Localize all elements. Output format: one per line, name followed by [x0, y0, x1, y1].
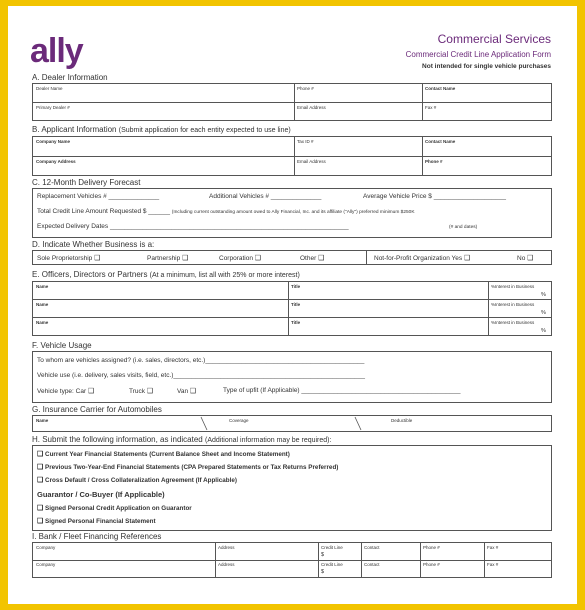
dealer-fax-field[interactable]: Fax # — [425, 105, 437, 110]
section-a-heading: A. Dealer Information — [32, 73, 108, 82]
col-divider — [318, 543, 319, 577]
insurance-box — [32, 415, 552, 432]
section-h-heading — [32, 436, 331, 444]
col-divider — [488, 282, 489, 335]
checkbox-icon[interactable]: ❑ — [146, 388, 154, 395]
insurance-coverage-field[interactable]: Coverage — [229, 418, 249, 423]
checkbox-icon[interactable]: ❑ — [182, 255, 189, 262]
col-divider — [422, 137, 423, 175]
row-divider — [33, 156, 551, 157]
row-divider — [33, 102, 551, 103]
applicant-contact-field[interactable]: Contact Name — [425, 139, 456, 144]
bank-2-fax[interactable]: Fax # — [487, 562, 499, 567]
officer-2-name[interactable]: Name — [36, 302, 49, 307]
sole-proprietorship-option[interactable] — [37, 255, 100, 263]
row-divider — [33, 560, 551, 561]
officer-1-name[interactable]: Name — [36, 284, 49, 289]
col-divider — [215, 543, 216, 577]
col-divider — [420, 543, 421, 577]
truck-label: Truck — [129, 388, 146, 395]
checkbox-icon[interactable]: ❑ — [318, 255, 325, 262]
nonprofit-no-option[interactable] — [517, 255, 533, 263]
bank-references-table — [32, 542, 552, 578]
vehicle-type-label: Vehicle type: Car — [37, 388, 87, 395]
vehicle-use-field[interactable]: Vehicle use (i.e. delivery, sales visits, field, etc.)_____________________________________________________ — [37, 372, 366, 379]
total-credit-field[interactable] — [37, 209, 415, 216]
dealer-email-field[interactable]: Email Address — [297, 105, 326, 110]
company-address-field[interactable]: Company Address — [36, 159, 76, 164]
guarantor-item-label: Signed Personal Credit Application on Guarantor — [45, 505, 192, 512]
checkbox-icon[interactable]: ❑ — [37, 518, 44, 525]
guarantor-item[interactable] — [37, 505, 192, 512]
checklist-item[interactable] — [37, 464, 338, 471]
partnership-option[interactable] — [147, 255, 188, 263]
total-credit-label: Total Credit Line Amount Requested $ ______ — [37, 208, 170, 215]
checklist-item[interactable] — [37, 451, 290, 458]
checklist-item-label: Previous Two-Year-End Financial Statements (CPA Prepared Statements or Tax Returns Preferred) — [45, 464, 339, 471]
insurance-deductible-field[interactable]: Deductible — [391, 418, 413, 423]
section-b-heading — [32, 126, 291, 134]
bank-2-credit-line[interactable]: Credit Line — [321, 562, 343, 567]
section-i-heading: I. Bank / Fleet Financing References — [32, 532, 162, 541]
col-divider — [422, 84, 423, 120]
sole-proprietorship-label: Sole Proprietorship — [37, 255, 93, 262]
section-e-title: E. Officers, Directors or Partners — [32, 270, 148, 279]
bank-1-dollar: $ — [321, 552, 325, 558]
nonprofit-yes-option[interactable] — [374, 255, 470, 263]
vehicle-type-van-option[interactable] — [177, 388, 196, 396]
upfit-field[interactable]: Type of upfit (If Applicable) ____________________________________________ — [223, 387, 461, 394]
nonprofit-label: Not-for-Profit Organization Yes — [374, 255, 463, 262]
expected-dates-field[interactable] — [37, 224, 349, 231]
bank-1-address[interactable]: Address — [218, 545, 235, 550]
officer-2-pct: % — [541, 310, 546, 316]
officer-2-interest[interactable]: %Interest in Business — [491, 302, 535, 307]
bank-2-address[interactable]: Address — [218, 562, 235, 567]
section-h-title: H. Submit the following information, as indicated — [32, 435, 203, 444]
total-credit-note: (Including current outstanding amount owed to Ally Financial, Inc. and its affiliate ("Ally") preferred minimum $250K — [171, 210, 415, 215]
officer-3-pct: % — [541, 328, 546, 334]
officer-1-title[interactable]: Title — [291, 284, 301, 289]
checkbox-icon[interactable]: ❑ — [37, 451, 44, 458]
dealer-info-table — [32, 83, 552, 121]
checkbox-icon[interactable]: ❑ — [87, 388, 95, 395]
checklist-item-label: Current Year Financial Statements (Current Balance Sheet and Income Statement) — [45, 451, 290, 458]
other-option[interactable] — [300, 255, 324, 263]
ally-logo: ally — [30, 32, 83, 70]
bank-2-contact[interactable]: Contact — [364, 562, 380, 567]
checkbox-icon[interactable]: ❑ — [463, 255, 471, 262]
other-label: Other — [300, 255, 317, 262]
section-g-heading: G. Insurance Carrier for Automobiles — [32, 405, 162, 414]
form-note: Not intended for single vehicle purchases — [422, 63, 551, 70]
replacement-vehicles-field[interactable]: Replacement Vehicles # ______________ — [37, 193, 160, 200]
checkbox-icon[interactable]: ❑ — [37, 477, 44, 484]
col-divider — [294, 137, 295, 175]
section-e-heading — [32, 271, 300, 279]
section-h-note: (Additional information may be required): — [205, 437, 332, 444]
row-divider — [33, 299, 551, 300]
officers-table — [32, 281, 552, 336]
guarantor-heading: Guarantor / Co-Buyer (If Applicable) — [37, 490, 165, 499]
application-form-page — [8, 6, 577, 604]
applicant-email-field[interactable]: Email Address — [297, 159, 326, 164]
partnership-label: Partnership — [147, 255, 181, 262]
additional-vehicles-field[interactable]: Additional Vehicles # ______________ — [209, 193, 322, 200]
average-price-field[interactable]: Average Vehicle Price $ ____________________ — [363, 193, 506, 200]
business-type-box — [32, 250, 552, 265]
officer-3-name[interactable]: Name — [36, 320, 49, 325]
checkbox-icon[interactable]: ❑ — [189, 388, 197, 395]
bank-1-phone[interactable]: Phone # — [423, 545, 440, 550]
commercial-services-title: Commercial Services — [437, 32, 551, 46]
vehicle-usage-box — [32, 351, 552, 403]
vehicle-type-car-option[interactable] — [37, 388, 94, 396]
guarantor-item[interactable] — [37, 518, 156, 525]
company-name-field[interactable]: Company Name — [36, 139, 71, 144]
checkbox-icon[interactable]: ❑ — [94, 255, 101, 262]
row-divider — [33, 317, 551, 318]
section-b-title: B. Applicant Information — [32, 125, 117, 134]
no-label: No — [517, 255, 526, 262]
delivery-forecast-box — [32, 188, 552, 238]
vehicle-type-truck-option[interactable] — [129, 388, 153, 396]
checkbox-icon[interactable]: ❑ — [527, 255, 534, 262]
section-f-heading: F. Vehicle Usage — [32, 341, 92, 350]
primary-dealer-field[interactable]: Primary Dealer # — [36, 105, 70, 110]
col-divider — [294, 84, 295, 120]
bank-1-credit-line[interactable]: Credit Line — [321, 545, 343, 550]
section-e-note: (At a minimum, list all with 25% or more interest) — [149, 272, 300, 279]
bank-2-phone[interactable]: Phone # — [423, 562, 440, 567]
bank-1-contact[interactable]: Contact — [364, 545, 380, 550]
guarantor-item-label: Signed Personal Financial Statement — [45, 518, 156, 525]
checklist-item[interactable] — [37, 477, 237, 484]
checkbox-icon[interactable]: ❑ — [37, 505, 44, 512]
bank-2-dollar: $ — [321, 569, 325, 575]
dealer-name-field[interactable]: Dealer Name — [36, 86, 63, 91]
checkbox-icon[interactable]: ❑ — [37, 464, 44, 471]
officer-3-title[interactable]: Title — [291, 320, 301, 325]
dealer-contact-field[interactable]: Contact Name — [425, 86, 456, 91]
form-title: Commercial Credit Line Application Form — [405, 50, 551, 59]
bank-2-company[interactable]: Company — [36, 562, 56, 567]
submit-info-box — [32, 445, 552, 531]
checkbox-icon[interactable]: ❑ — [254, 255, 262, 262]
insurance-dividers — [33, 416, 551, 431]
van-label: Van — [177, 388, 189, 395]
section-c-heading: C. 12-Month Delivery Forecast — [32, 178, 141, 187]
applicant-info-table — [32, 136, 552, 176]
officer-1-interest[interactable]: %Interest in Business — [491, 284, 535, 289]
section-b-note: (Submit application for each entity expected to use line) — [118, 127, 291, 134]
tax-id-field[interactable]: Tax ID # — [297, 139, 314, 144]
checklist-item-label: Cross Default / Cross Collateralization Agreement (If Applicable) — [45, 477, 238, 484]
col-divider — [361, 543, 362, 577]
dealer-phone-field[interactable]: Phone # — [297, 86, 314, 91]
insurance-name-field[interactable]: Name — [36, 418, 49, 423]
bank-1-company[interactable]: Company — [36, 545, 56, 550]
expected-dates-label: Expected Delivery Dates __________________________________________________________________ — [37, 223, 349, 230]
officer-1-pct: % — [541, 292, 546, 298]
bank-1-fax[interactable]: Fax # — [487, 545, 499, 550]
vehicles-assigned-field[interactable]: To whom are vehicles assigned? (i.e. sales, directors, etc.)____________________________________________ — [37, 357, 365, 364]
officer-2-title[interactable]: Title — [291, 302, 301, 307]
applicant-phone-field[interactable]: Phone # — [425, 159, 443, 164]
dates-note: (# and dates) — [449, 225, 478, 230]
col-divider — [366, 251, 367, 264]
officer-3-interest[interactable]: %Interest in Business — [491, 320, 535, 325]
corporation-label: Corporation — [219, 255, 253, 262]
corporation-option[interactable] — [219, 255, 261, 263]
col-divider — [484, 543, 485, 577]
section-d-heading: D. Indicate Whether Business is a: — [32, 240, 155, 249]
col-divider — [288, 282, 289, 335]
